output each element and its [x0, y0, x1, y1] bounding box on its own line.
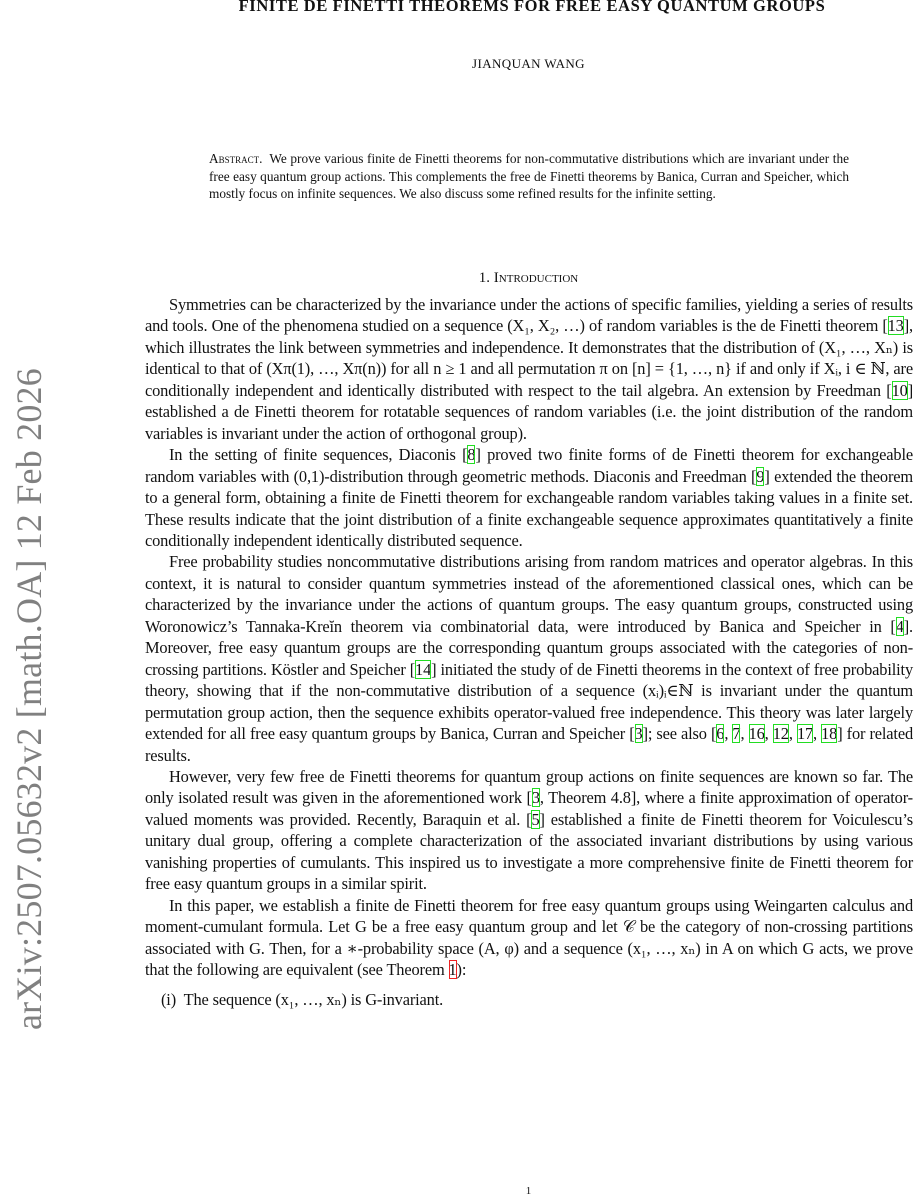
- body-text: [145, 294, 913, 1010]
- author-name: JIANQUAN WANG: [472, 56, 585, 71]
- text: Free probability studies noncommutative distributions arising from random matrices and operator algebras. In this context, it is natural to consider quantum symmetries instead of the aforementioned classical ones, which can be characterized by the invariance under the actions of quantum groups. The easy quantum groups, constructed using Woronowicz’s Tannaka-Kreĭn theorem via combinatorial data, were introduced by Banica and Speicher in [: [145, 552, 913, 636]
- text: ] for related results.: [145, 724, 913, 765]
- text: ] extended the theorem to a general form, obtaining a finite de Finetti theorem for exchangeable random variables taking values in a finite set. These results indicate that the joint distribution of a finite exchangeable sequence approximates quantitatively a finite conditionally independent identically distributed sequence.: [145, 466, 913, 550]
- arxiv-stamp: arXiv:2507.05632v2 [math.OA] 12 Feb 2026: [9, 368, 49, 1030]
- citation-link[interactable]: 16: [748, 724, 765, 744]
- paragraph-4: [145, 766, 913, 895]
- paragraph-1: [145, 294, 913, 444]
- text: ], which illustrates the link between symmetries and independence. It demonstrates that the distribution of (X₁, …, Xₙ) is identical to that of (Xπ(1), …, Xπ(n)) for all n ≥ 1 and all permutation π on [n] = {1, …, n} if and only if Xᵢ, i ∈ ℕ, are conditionally independent and identically distributed with respect to the tail algebra. An extension by Freedman [: [145, 316, 913, 400]
- citation-link[interactable]: 7: [732, 724, 741, 744]
- text: In the setting of finite sequences, Diaconis [: [169, 445, 468, 465]
- citation-link[interactable]: 6: [716, 724, 725, 744]
- text: ] initiated the study of de Finetti theorems in the context of free probability theory, showing that if the non-commutative distribution of a sequence (xᵢ)ᵢ∈ℕ is invariant under the quantum permutation group action, then the sequence exhibits operator-valued free independence. This theory was later largely extended for all free easy quantum groups by Banica, Curran and Speicher [: [145, 659, 913, 744]
- citation-link[interactable]: 3: [634, 724, 643, 744]
- citation-link[interactable]: 13: [887, 316, 904, 336]
- abstract-text: We prove various finite de Finetti theorems for non-commutative distributions which are invariant under the free easy quantum group actions. This complements the free de Finetti theorems by Banica, Curran and Speicher, which mostly focus on infinite sequences. We also discuss some refined results for the infinite setting.: [209, 151, 849, 202]
- text: ] established a finite de Finetti theorem for Voiculescu’s unitary dual group, offering a complete characterization of the associated invariant distributions by using various vanishing properties of cumulants. This inspired us to investigate a more comprehensive finite de Finetti theorem for free easy quantum groups in a similar spirit.: [145, 809, 913, 894]
- text: However, very few free de Finetti theorems for quantum group actions on finite sequences are known so far. The only isolated result was given in the aforementioned work [: [145, 766, 913, 808]
- citation-link[interactable]: 17: [796, 724, 814, 744]
- list-item: [145, 989, 913, 1010]
- section-number: 1.: [478, 270, 491, 286]
- theorem-reference-link[interactable]: 1: [448, 960, 457, 980]
- paragraph-3: Free probability studies noncommutative distributions arising from random matrices and operator algebras. In this context, it is natural to consider quantum symmetries instead of the aforementioned classical ones, which can be characterized by the invariance under the actions of quantum groups. The easy quantum groups, constructed using Woronowicz’s Tannaka-Kreĭn theorem via combinatorial data, were introduced by Banica and Speicher in [4]. Moreover, free easy quantum groups are the corresponding quantum groups associated with the categories of non-crossing partitions. Köstler and Speicher [14] initiated the study of de Finetti theorems in the context of free probability theory, showing that if the non-commutative distribution of a sequence (xᵢ)ᵢ∈ℕ is invariant under the quantum permutation group action, then the sequence exhibits operator-valued free independence. This theory was later largely extended for all free easy quantum groups by Banica, Curran and Speicher [3]; see also [6, 7, 16, 12, 17, 18] for related results.: [145, 552, 913, 765]
- text: ]; see also [: [642, 724, 717, 744]
- citation-link[interactable]: 5: [531, 809, 540, 829]
- text: In this paper, we establish a finite de Finetti theorem for free easy quantum groups using Weingarten calculus and moment-cumulant formula. Let G be a free easy quantum group and let 𝒞 be the category of non-crossing partitions associated with G. Then, for a ∗-probability space (A, φ) and a sequence (x₁, …, xₙ) in A on which G acts, we prove that the following are equivalent (see Theorem: [145, 895, 913, 980]
- citation-link[interactable]: 12: [772, 724, 789, 744]
- section-title: Introduction: [493, 270, 579, 286]
- text: ):: [456, 960, 467, 980]
- citation-link[interactable]: 8: [467, 445, 476, 465]
- paper-title: FINITE DE FINETTI THEOREMS FOR FREE EASY QUANTUM GROUPS: [238, 0, 826, 15]
- citation-link[interactable]: 10: [891, 380, 908, 400]
- text: Symmetries can be characterized by the invariance under the actions of specific families, yielding a series of results and tools. One of the phenomena studied on a sequence (X₁, X₂, …) of random variables is the de Finetti theorem [: [145, 295, 913, 336]
- text: , Theorem 4.8], where a finite approximation of operator-valued moments was provided. Recently, Baraquin et al. [: [145, 788, 913, 829]
- paragraph-5: [145, 895, 913, 981]
- text: ] proved two finite forms of de Finetti theorem for exchangeable random variables with (0,1)-distribution through geometric methods. Diaconis and Freedman [: [145, 445, 913, 486]
- abstract-label: Abstract.: [209, 151, 263, 166]
- citation-link[interactable]: 14: [415, 659, 432, 679]
- page-number: 1: [525, 1185, 532, 1197]
- paragraph-2: [145, 444, 913, 551]
- list-item-label: (i): [161, 989, 177, 1009]
- text: ] established a de Finetti theorem for rotatable sequences of random variables (i.e. the joint distribution of the random variables is invariant under the action of orthogonal group).: [145, 380, 913, 443]
- section-heading: [145, 270, 912, 287]
- citation-link[interactable]: 9: [756, 466, 765, 486]
- citation-link[interactable]: 18: [821, 724, 838, 744]
- text: ]. Moreover, free easy quantum groups are the corresponding quantum groups associated with the categories of non-crossing partitions. Köstler and Speicher [: [145, 616, 913, 679]
- citation-link[interactable]: 4: [895, 616, 904, 636]
- list-item-text: The sequence (x₁, …, xₙ) is G-invariant.: [183, 989, 444, 1009]
- abstract: [209, 150, 849, 203]
- citation-link[interactable]: 3: [531, 788, 540, 808]
